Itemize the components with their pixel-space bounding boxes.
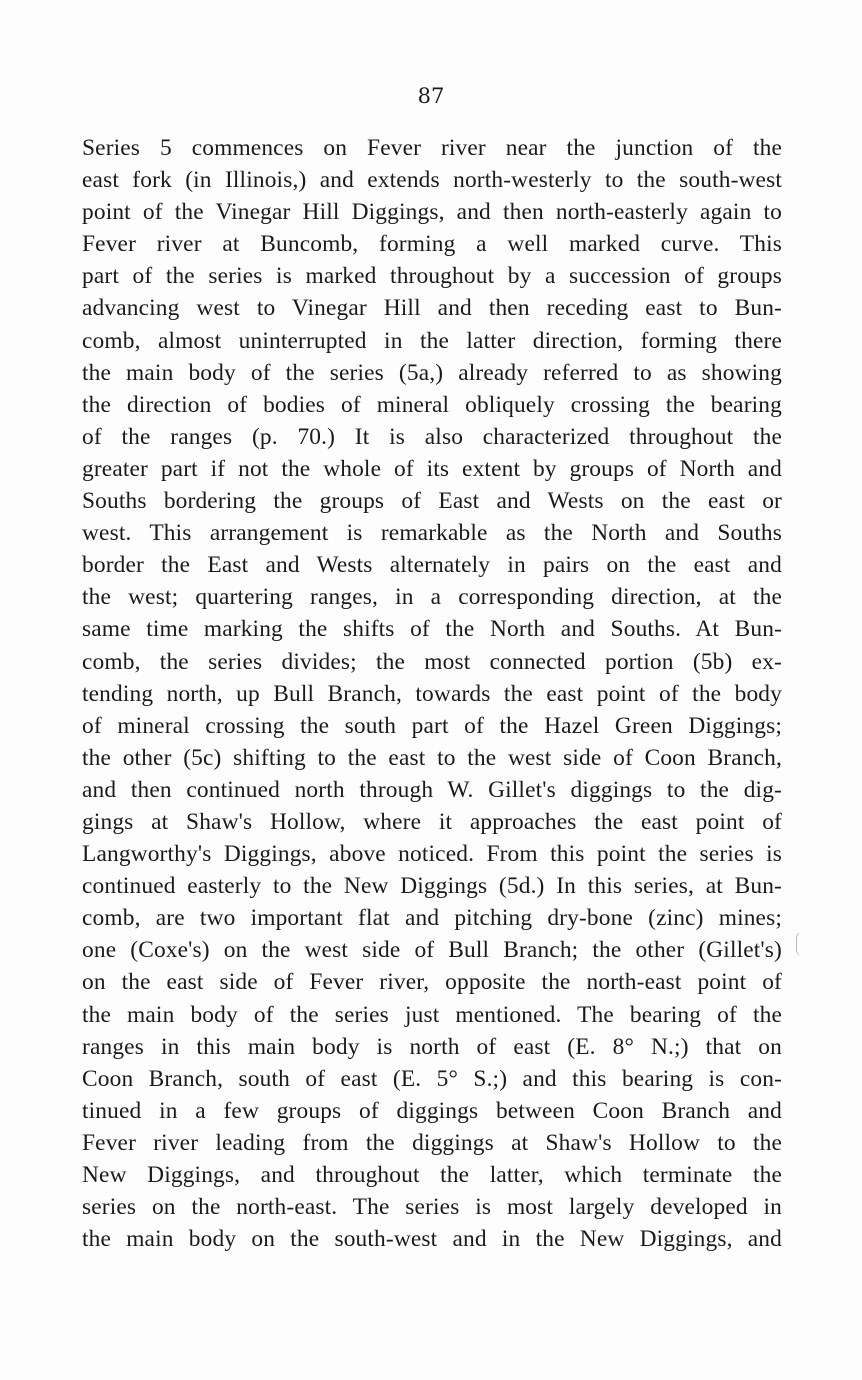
- text-line: and then continued north through W. Gillet's diggings to the dig-: [82, 776, 782, 803]
- text-line: of mineral crossing the south part of the Hazel Green Diggings;: [82, 712, 782, 739]
- text-line: one (Coxe's) on the west side of Bull Branch; the other (Gillet's): [82, 937, 782, 964]
- text-line: greater part if not the whole of its extent by groups of North and: [82, 455, 782, 482]
- text-line: the main body on the south-west and in the New Diggings, and: [82, 1226, 782, 1253]
- text-line: comb, almost uninterrupted in the latter direction, forming there: [82, 327, 782, 354]
- text-line: Coon Branch, south of east (E. 5° S.;) and this bearing is con-: [82, 1065, 782, 1092]
- text-line: tending north, up Bull Branch, towards the east point of the body: [82, 680, 782, 707]
- text-line: New Diggings, and throughout the latter, which terminate the: [82, 1162, 782, 1188]
- text-line: continued easterly to the New Diggings (5d.) In this series, at Bun-: [82, 873, 782, 900]
- text-line: Fever river leading from the diggings at Shaw's Hollow to the: [82, 1129, 782, 1156]
- text-line: advancing west to Vinegar Hill and then receding east to Bun-: [82, 295, 782, 322]
- text-line: tinued in a few groups of diggings between Coon Branch and: [82, 1097, 782, 1124]
- text-line: the main body of the series just mentioned. The bearing of the: [82, 1001, 782, 1028]
- text-line: west. This arrangement is remarkable as the North and Souths: [82, 520, 782, 547]
- text-line: Langworthy's Diggings, above noticed. From this point the series is: [82, 841, 782, 868]
- text-line: comb, are two important flat and pitching dry-bone (zinc) mines;: [82, 905, 782, 932]
- text-line: border the East and Wests alternately in pairs on the east and: [82, 552, 782, 579]
- text-line: east fork (in Illinois,) and extends north-westerly to the south-west: [82, 167, 782, 194]
- text-line: of the ranges (p. 70.) It is also characterized throughout the: [82, 423, 782, 450]
- text-line: point of the Vinegar Hill Diggings, and then north-easterly again to: [82, 199, 782, 226]
- text-line: the other (5c) shifting to the east to the west side of Coon Branch,: [82, 744, 782, 771]
- text-line: same time marking the shifts of the North and Souths. At Bun-: [82, 616, 782, 643]
- text-line: series on the north-east. The series is most largely developed in: [82, 1194, 782, 1221]
- text-line: the main body of the series (5a,) already referred to as showing: [82, 359, 782, 386]
- text-line: the direction of bodies of mineral obliquely crossing the bearing: [82, 391, 782, 418]
- text-line: gings at Shaw's Hollow, where it approaches the east point of: [82, 808, 782, 835]
- text-line: Fever river at Buncomb, forming a well marked curve. This: [82, 231, 782, 258]
- text-line: Souths bordering the groups of East and Wests on the east or: [82, 488, 782, 515]
- text-line: the west; quartering ranges, in a corresponding direction, at the: [82, 584, 782, 611]
- text-line: part of the series is marked throughout by a succession of groups: [82, 263, 782, 290]
- text-line: comb, the series divides; the most connected portion (5b) ex-: [82, 648, 782, 675]
- page-number: 87: [417, 84, 445, 108]
- text-line: ranges in this main body is north of east (E. 8° N.;) that on: [82, 1033, 782, 1060]
- text-line: on the east side of Fever river, opposite the north-east point of: [82, 969, 782, 996]
- margin-mark: [796, 932, 803, 956]
- body-paragraph: [82, 132, 782, 1255]
- text-line: Series 5 commences on Fever river near the junction of the: [82, 135, 782, 161]
